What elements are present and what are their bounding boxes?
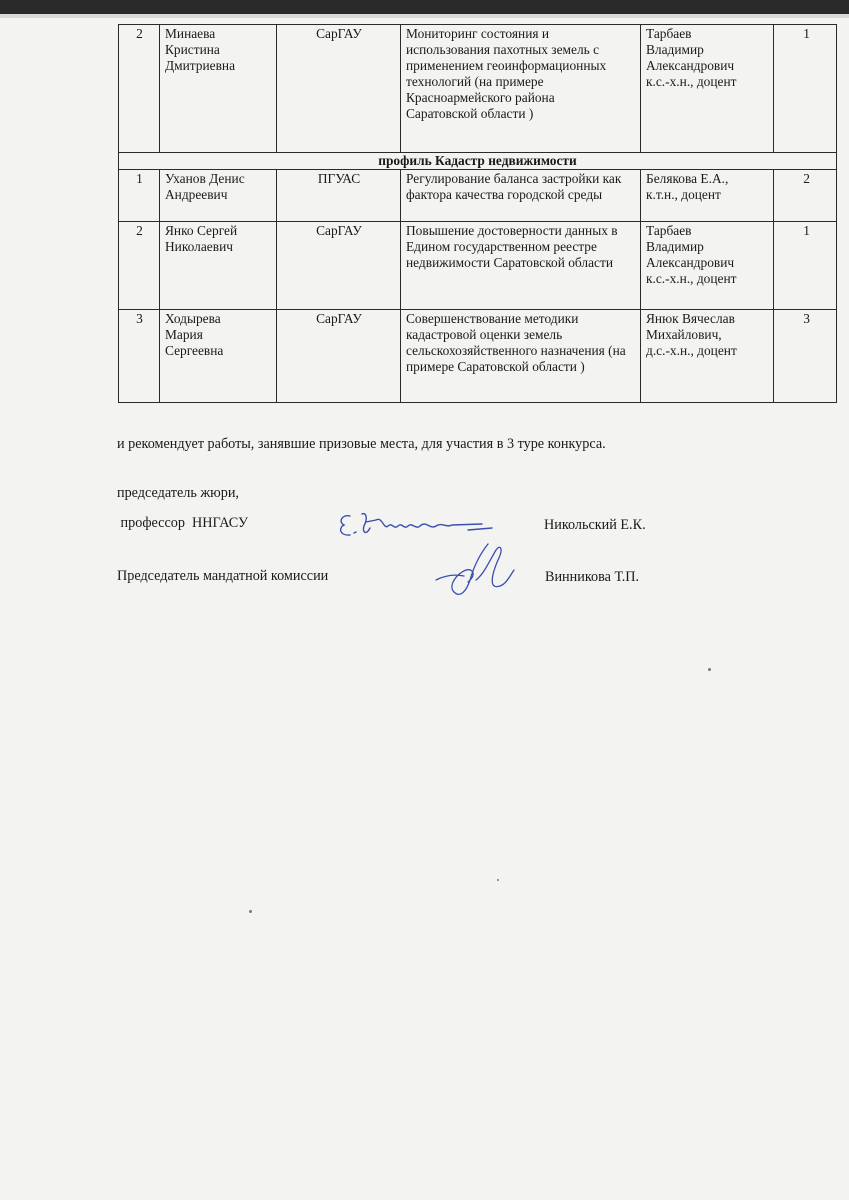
- scan-speck: [249, 910, 252, 913]
- commission-chair-name: Винникова Т.П.: [545, 569, 640, 585]
- table-row: [119, 222, 837, 310]
- place-awarded: 1: [774, 25, 837, 153]
- row-number: 2: [119, 222, 160, 310]
- jury-chair-signature: [332, 508, 497, 542]
- student-name: Минаева Кристина Дмитриевна: [160, 25, 277, 153]
- work-topic: Регулирование баланса застройки как фактора качества городской среды: [401, 170, 641, 222]
- row-number: 3: [119, 310, 160, 403]
- place-awarded: 3: [774, 310, 837, 403]
- work-topic: Повышение достоверности данных в Едином государственном реестре недвижимости Саратовской области: [401, 222, 641, 310]
- profile-heading: профиль Кадастр недвижимости: [119, 153, 837, 170]
- scan-speck: [497, 879, 499, 881]
- place-awarded: 2: [774, 170, 837, 222]
- scan-speck: [708, 668, 711, 671]
- results-table: [118, 24, 837, 403]
- row-number: 2: [119, 25, 160, 153]
- university: ПГУАС: [277, 170, 401, 222]
- scientific-advisor: Янюк Вячеслав Михайлович, д.с.-х.н., доцент: [641, 310, 774, 403]
- student-name: Янко Сергей Николаевич: [160, 222, 277, 310]
- university: СарГАУ: [277, 310, 401, 403]
- jury-chair-name: Никольский Е.К.: [544, 517, 646, 533]
- work-topic: Мониторинг состояния и использования пахотных земель с применением геоинформационных технологий (на примере Красноармейского района Саратовской области ): [401, 25, 641, 153]
- commission-chair-signature: [430, 540, 522, 602]
- scientific-advisor: Тарбаев Владимир Александрович к.с.-х.н., доцент: [641, 222, 774, 310]
- student-name: Ходырева Мария Сергеевна: [160, 310, 277, 403]
- table-row: [119, 25, 837, 153]
- university: СарГАУ: [277, 222, 401, 310]
- place-awarded: 1: [774, 222, 837, 310]
- scan-top-edge: [0, 0, 849, 14]
- jury-chair-position: профессор ННГАСУ: [117, 515, 249, 531]
- row-number: 1: [119, 170, 160, 222]
- scientific-advisor: Тарбаев Владимир Александрович к.с.-х.н., доцент: [641, 25, 774, 153]
- university: СарГАУ: [277, 25, 401, 153]
- student-name: Уханов Денис Андреевич: [160, 170, 277, 222]
- table-row: [119, 310, 837, 403]
- table-row: [119, 170, 837, 222]
- work-topic: Совершенствование методики кадастровой оценки земель сельскохозяйственного назначения (на примере Саратовской области ): [401, 310, 641, 403]
- jury-chair-title: председатель жюри,: [117, 485, 239, 501]
- profile-heading-row: [119, 153, 837, 170]
- scan-top-edge-shadow: [0, 14, 849, 18]
- commission-chair-title: Председатель мандатной комиссии: [117, 568, 329, 584]
- recommendation-text: и рекомендует работы, занявшие призовые места, для участия в 3 туре конкурса.: [117, 436, 606, 452]
- scientific-advisor: Белякова Е.А., к.т.н., доцент: [641, 170, 774, 222]
